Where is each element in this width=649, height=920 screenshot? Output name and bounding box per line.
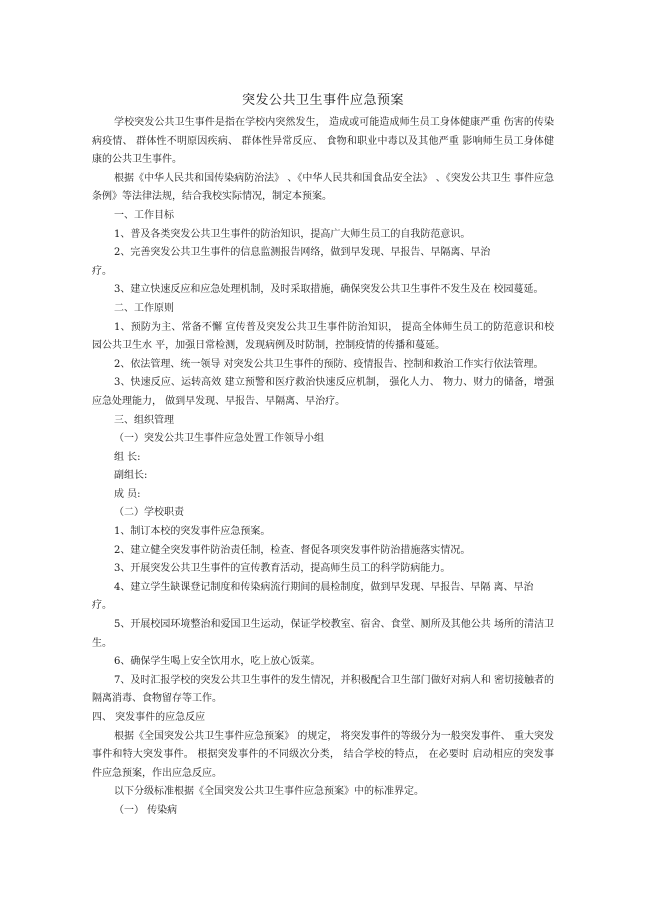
principle-item-1: 1、预防为主、常备不懈 宣传普及突发公共卫生事件防治知识， 提高全体师生员工的防范意识和校园公共卫生水 平，加强日常检测，发现病例及时防制，控制疫情的传播和蔓延。 <box>92 321 554 352</box>
duty-item-6: 6、确保学生喝上安全饮用水，吃上放心饭菜。 <box>114 656 321 668</box>
duty-item-1: 1、制订本校的突发事件应急预案。 <box>114 526 271 538</box>
duty-item-2: 2、建立健全突发事件防治责任制，检查、督促各项突发事件防治措施落实情况。 <box>114 544 471 556</box>
duty-item-7: 7、及时汇报学校的突发公共卫生事件的发生情况，并积极配合卫生部门做好对病人和 密切接触者的隔离消毒、食物留存等工作。 <box>92 674 554 705</box>
section-heading-goals: 一、工作目标 <box>114 209 174 221</box>
duty-item-4-continued: 疗。 <box>92 600 112 612</box>
subsection-infectious-disease: （一） 传染病 <box>114 804 178 816</box>
duty-item-3: 3、开展突发公共卫生事件的宣传教育活动，提高师生员工的科学防病能力。 <box>114 563 451 575</box>
section-heading-organization: 三、组织管理 <box>114 414 174 426</box>
paragraph-definition: 学校突发公共卫生事件是指在学校内突然发生， 造成或可能造成师生员工身体健康严重 伤害的传染病疫情、 群体性不明原因疾病、 群体性异常反应、 食物和职业中毒以及其他严重 影响师生员工身体健康的公共卫生事件。 <box>92 117 554 166</box>
members-field: 成 员: <box>114 488 141 500</box>
paragraph-grading-standard: 以下分级标准根据《全国突发公共卫生事件应急预案》中的标准界定。 <box>114 786 424 798</box>
subsection-school-duties: （二）学校职责 <box>114 507 184 519</box>
leader-field: 组 长: <box>114 451 141 463</box>
section-heading-principles: 二、工作原则 <box>114 302 174 314</box>
principle-item-2: 2、依法管理、统一领导 对突发公共卫生事件的预防、疫情报告、控制和救治工作实行依法管理。 <box>114 358 544 370</box>
paragraph-classification: 根据《全国突发公共卫生事件应急预案》 的规定， 将突发事件的等级分为一般突发事件、 重大突发事件和特大突发事件。 根据突发事件的不同级次分类， 结合学校的特点， 在必要时 启动相应的突发事件应急预案，作出应急反应。 <box>92 730 554 779</box>
goal-item-3: 3、建立快速反应和应急处理机制，及时采取措施，确保突发公共卫生事件不发生及在 校园蔓延。 <box>114 284 544 296</box>
document-title: 突发公共卫生事件应急预案 <box>241 93 404 108</box>
document-page <box>92 93 554 821</box>
deputy-leader-field: 副组长: <box>114 470 148 482</box>
section-heading-emergency-response: 四、 突发事件的应急反应 <box>92 712 206 723</box>
subsection-leadership-group: （一）突发公共卫生事件应急处置工作领导小组 <box>114 433 324 445</box>
goal-item-2-continued: 疗。 <box>92 265 112 277</box>
duty-item-4: 4、建立学生缺课登记制度和传染病流行期间的晨检制度，做到早发现、早报告、早隔 离、早治 <box>114 581 534 593</box>
paragraph-legal-basis: 根据《中华人民共和国传染病防治法》 、《中华人民共和国食品安全法》 、《突发公共卫生 事件应急条例》等法律法规，结合我校实际情况，制定本预案。 <box>92 172 554 203</box>
goal-item-2: 2、完善突发公共卫生事件的信息监测报告网络，做到早发现、早报告、早隔离、早治 <box>114 247 491 259</box>
duty-item-5: 5、开展校园环境整治和爱国卫生运动，保证学校教室、宿舍、食堂、厕所及其他公共 场所的清洁卫生。 <box>92 619 554 649</box>
goal-item-1: 1、普及各类突发公共卫生事件的防治知识，提高广大师生员工的自我防范意识。 <box>114 228 471 240</box>
principle-item-3: 3、快速反应、运转高效 建立预警和医疗救治快速反应机制， 强化人力、 物力、财力的储备，增强应急处理能力， 做到早发现、早报告、早隔离、早治疗。 <box>92 377 554 407</box>
